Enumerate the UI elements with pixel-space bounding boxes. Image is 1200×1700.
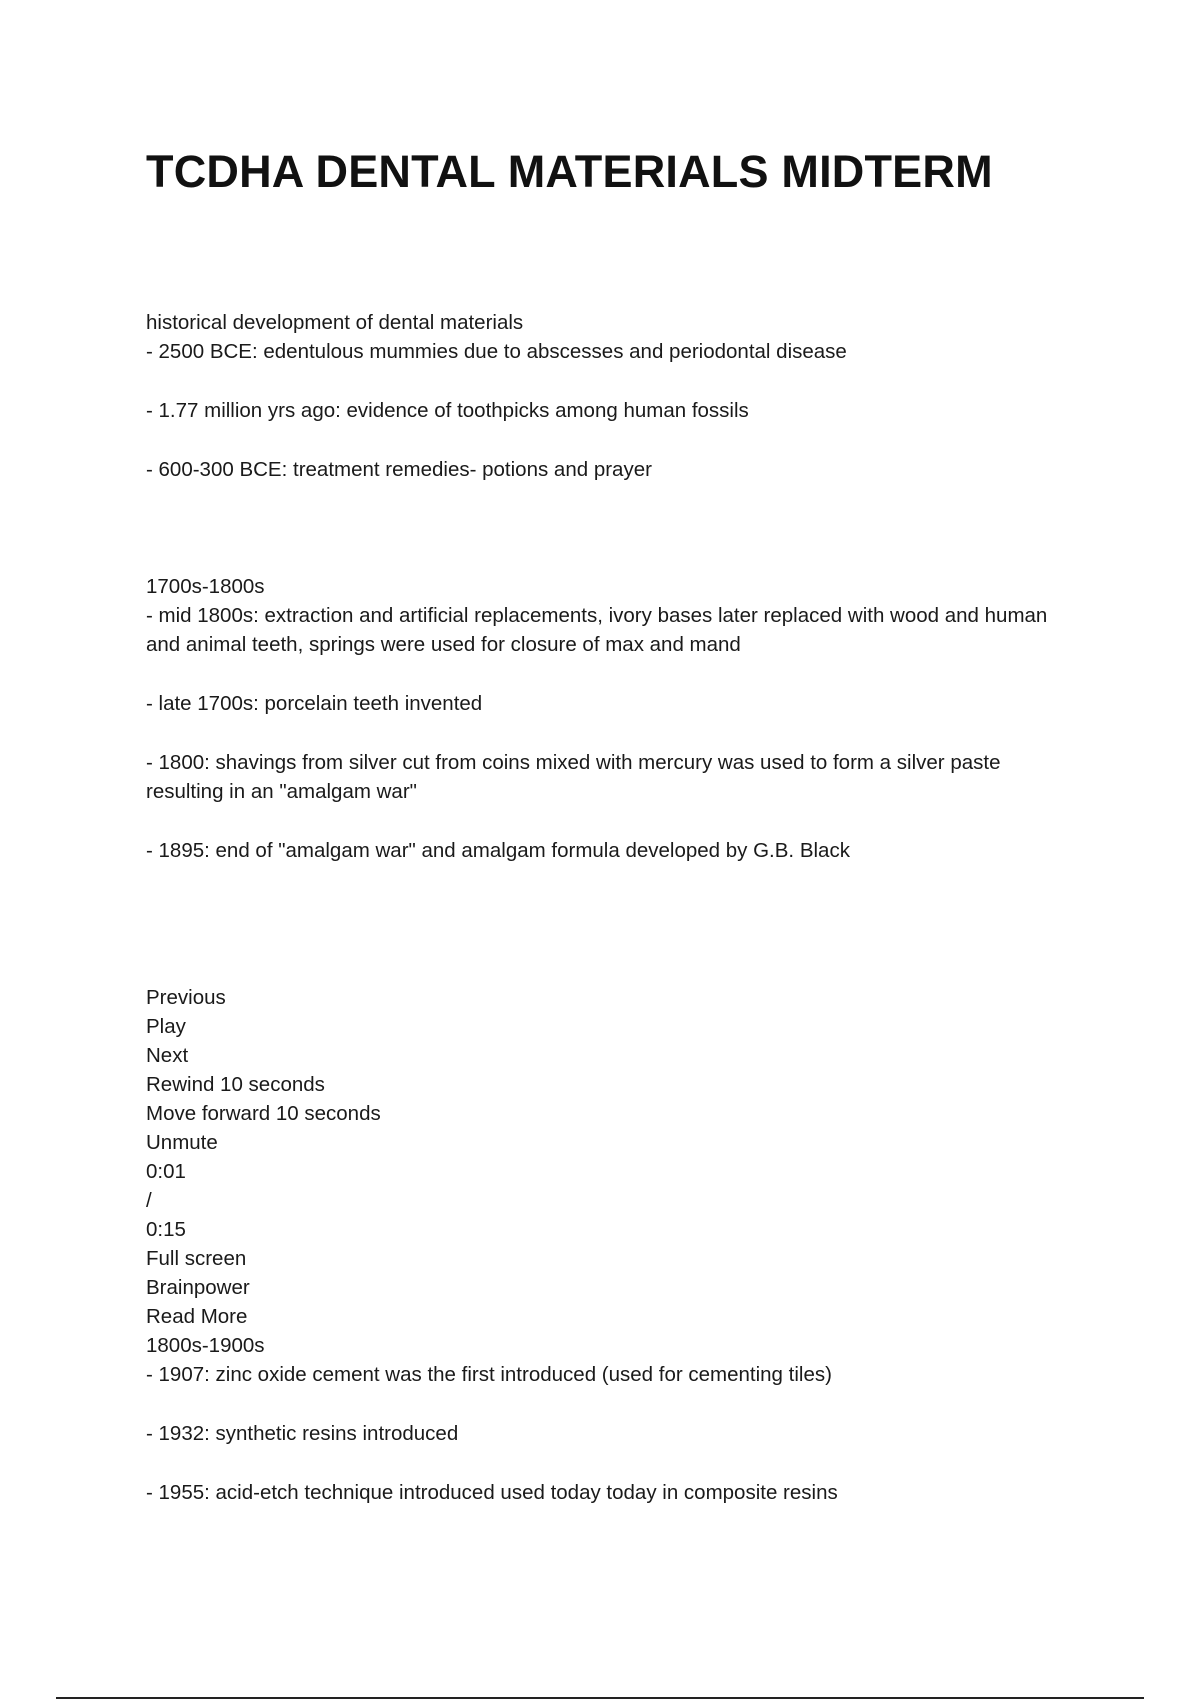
next-button[interactable]: Next <box>146 1044 189 1067</box>
list-item: - 1895: end of "amalgam war" and amalgam formula developed by G.B. Black <box>146 839 850 862</box>
page-title: TCDHA DENTAL MATERIALS MIDTERM <box>146 146 993 197</box>
read-more-link[interactable]: Read More <box>146 1305 248 1328</box>
list-item: - 1955: acid-etch technique introduced used today today in composite resins <box>146 1481 838 1504</box>
list-item: - 1.77 million yrs ago: evidence of toothpicks among human fossils <box>146 399 749 422</box>
rewind-button[interactable]: Rewind 10 seconds <box>146 1073 325 1096</box>
previous-button[interactable]: Previous <box>146 986 226 1009</box>
fullscreen-button[interactable]: Full screen <box>146 1247 247 1270</box>
list-item: - mid 1800s: extraction and artificial replacements, ivory bases later replaced with wood and human and animal teeth, springs were used for closure of max and mand <box>146 604 1048 656</box>
section-1700s-1800s <box>146 572 1066 865</box>
list-item: - 1800: shavings from silver cut from coins mixed with mercury was used to form a silver paste resulting in an "amalgam war" <box>146 751 1001 803</box>
list-item: - 600-300 BCE: treatment remedies- potions and prayer <box>146 458 652 481</box>
list-item: - 1907: zinc oxide cement was the first introduced (used for cementing tiles) <box>146 1363 832 1386</box>
section-historical-development <box>146 308 1066 484</box>
current-time: 0:01 <box>146 1160 186 1183</box>
list-item: - late 1700s: porcelain teeth invented <box>146 692 483 715</box>
list-item: - 1932: synthetic resins introduced <box>146 1422 459 1445</box>
play-button[interactable]: Play <box>146 1015 186 1038</box>
section-heading: 1800s-1900s <box>146 1334 265 1357</box>
section-heading: 1700s-1800s <box>146 575 265 598</box>
forward-button[interactable]: Move forward 10 seconds <box>146 1102 381 1125</box>
brainpower-label: Brainpower <box>146 1276 250 1299</box>
duration: 0:15 <box>146 1218 186 1241</box>
page-divider <box>56 1697 1144 1699</box>
unmute-button[interactable]: Unmute <box>146 1131 218 1154</box>
list-item: - 2500 BCE: edentulous mummies due to abscesses and periodontal disease <box>146 340 847 363</box>
section-heading: historical development of dental materials <box>146 311 524 334</box>
media-and-section-1800s-1900s <box>146 983 1066 1507</box>
time-separator: / <box>146 1189 152 1212</box>
